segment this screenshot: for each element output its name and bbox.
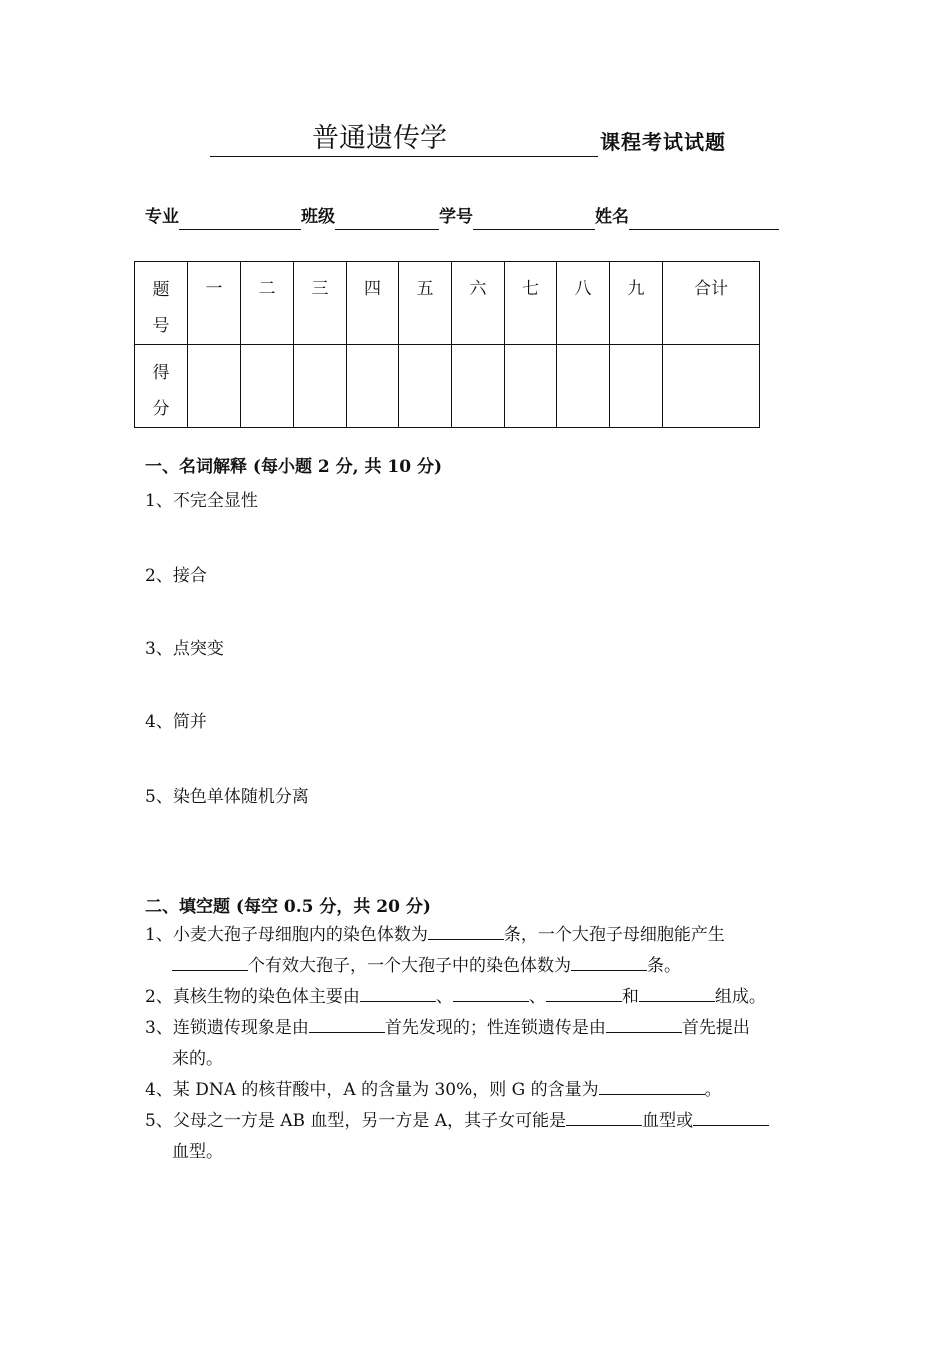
answer-blank[interactable] bbox=[639, 983, 715, 1002]
term-item: 2、接合 bbox=[145, 566, 207, 586]
col-header-total: 合计 bbox=[663, 262, 760, 345]
score-cell-total[interactable] bbox=[663, 345, 760, 428]
question-5-line-2: 血型。 bbox=[172, 1142, 223, 1162]
term-item: 5、染色单体随机分离 bbox=[145, 787, 309, 807]
question-3-line-2: 来的。 bbox=[172, 1049, 223, 1069]
score-table bbox=[134, 261, 760, 428]
answer-blank[interactable] bbox=[360, 983, 436, 1002]
col-header: 七 bbox=[505, 262, 557, 345]
col-header: 三 bbox=[294, 262, 347, 345]
name-blank[interactable] bbox=[629, 207, 779, 230]
student-info-line bbox=[145, 204, 779, 230]
answer-blank[interactable] bbox=[172, 952, 248, 971]
course-title: 普通遗传学 bbox=[312, 123, 447, 154]
question-1-line-2: 个有效大孢子，一个大孢子中的染色体数为 条。 bbox=[145, 951, 811, 982]
score-row bbox=[135, 345, 760, 428]
score-cell[interactable] bbox=[347, 345, 399, 428]
name-label: 姓名 bbox=[595, 207, 629, 227]
header-char: 题 bbox=[152, 280, 170, 300]
col-header: 一 bbox=[188, 262, 241, 345]
student-id-blank[interactable] bbox=[473, 207, 595, 230]
major-label: 专业 bbox=[145, 207, 179, 227]
score-cell[interactable] bbox=[452, 345, 505, 428]
header-char: 号 bbox=[152, 316, 170, 336]
section2-heading: 二、填空题 (每空 0.5 分，共 20 分) bbox=[145, 897, 431, 917]
col-header: 五 bbox=[399, 262, 452, 345]
class-blank[interactable] bbox=[335, 207, 439, 230]
answer-blank[interactable] bbox=[599, 1076, 705, 1095]
question-2: 2、真核生物的染色体主要由 、 、 和 组成。 bbox=[145, 982, 811, 1013]
answer-blank[interactable] bbox=[606, 1014, 682, 1033]
col-header: 二 bbox=[241, 262, 294, 345]
answer-blank[interactable] bbox=[566, 1107, 642, 1126]
answer-blank[interactable] bbox=[693, 1107, 769, 1126]
header-char: 得 bbox=[152, 363, 170, 383]
fill-in-questions bbox=[145, 920, 811, 1168]
col-header: 八 bbox=[557, 262, 610, 345]
term-item: 3、点突变 bbox=[145, 639, 224, 659]
score-cell[interactable] bbox=[505, 345, 557, 428]
exam-title-suffix: 课程考试试题 bbox=[600, 130, 726, 154]
question-number-header bbox=[135, 262, 188, 345]
score-cell[interactable] bbox=[399, 345, 452, 428]
answer-blank[interactable] bbox=[546, 983, 622, 1002]
score-header bbox=[135, 345, 188, 428]
answer-blank[interactable] bbox=[309, 1014, 385, 1033]
answer-blank[interactable] bbox=[453, 983, 529, 1002]
question-1-line-1: 1、小麦大孢子母细胞内的染色体数为 条，一个大孢子母细胞能产生 bbox=[145, 920, 811, 951]
score-cell[interactable] bbox=[557, 345, 610, 428]
term-item: 4、简并 bbox=[145, 712, 207, 732]
question-3-line-1: 3、连锁遗传现象是由 首先发现的；性连锁遗传是由 首先提出 bbox=[145, 1013, 811, 1044]
student-id-label: 学号 bbox=[439, 207, 473, 227]
question-4: 4、某 DNA 的核苷酸中，A 的含量为 30%，则 G 的含量为 。 bbox=[145, 1075, 811, 1106]
major-blank[interactable] bbox=[179, 207, 301, 230]
col-header: 九 bbox=[610, 262, 663, 345]
col-header: 四 bbox=[347, 262, 399, 345]
term-item: 1、不完全显性 bbox=[145, 491, 258, 511]
class-label: 班级 bbox=[301, 207, 335, 227]
score-cell[interactable] bbox=[610, 345, 663, 428]
answer-blank[interactable] bbox=[428, 921, 504, 940]
answer-blank[interactable] bbox=[571, 952, 647, 971]
section1-heading: 一、名词解释 (每小题 2 分, 共 10 分) bbox=[145, 457, 443, 477]
score-cell[interactable] bbox=[241, 345, 294, 428]
question-number-row bbox=[135, 262, 760, 345]
header-char: 分 bbox=[152, 399, 170, 419]
score-cell[interactable] bbox=[294, 345, 347, 428]
question-5-line-1: 5、父母之一方是 AB 血型，另一方是 A，其子女可能是 血型或 bbox=[145, 1106, 811, 1137]
score-cell[interactable] bbox=[188, 345, 241, 428]
col-header: 六 bbox=[452, 262, 505, 345]
